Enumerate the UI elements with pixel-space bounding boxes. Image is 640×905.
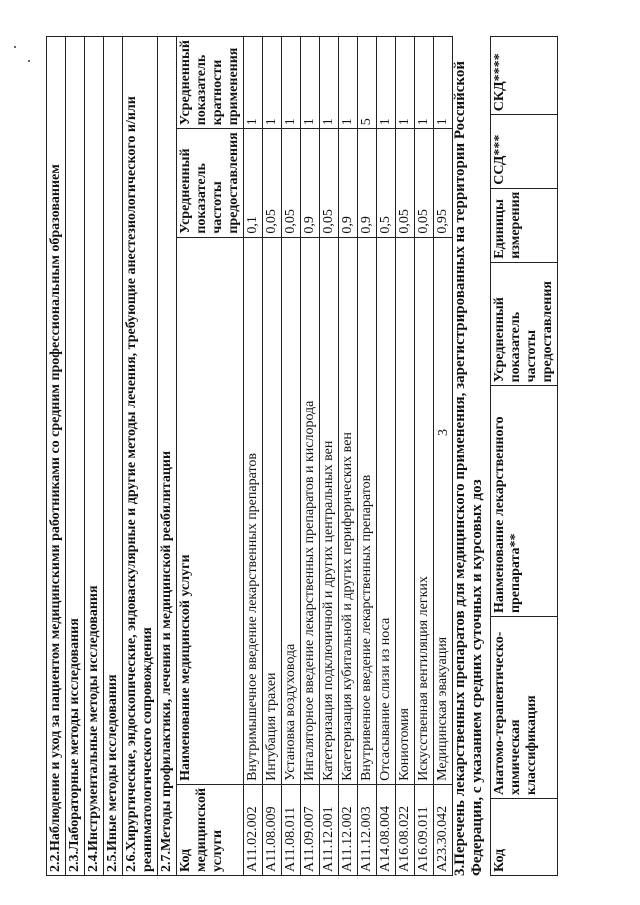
table-row	[339, 37, 358, 876]
section-2-5: 2.5.Иные методы исследования	[104, 37, 123, 876]
drugs-table	[490, 36, 558, 876]
table-row	[358, 37, 377, 876]
page-number: 3	[436, 429, 451, 436]
header-name: Наименование медицинской услуги	[177, 237, 244, 784]
services-table	[46, 36, 453, 876]
service-code: A11.02.002	[244, 784, 263, 875]
service-multiplicity: 1	[301, 37, 320, 129]
service-code: A11.12.002	[339, 784, 358, 875]
section-2-6: 2.6.Хирургические, эндоскопические, эндоваскулярные и другие методы лечения, требующие анестезиологического и/или реаниматологического сопровождения	[123, 37, 158, 876]
table-row	[415, 37, 434, 876]
service-multiplicity: 1	[282, 37, 301, 129]
service-multiplicity: 1	[415, 37, 434, 129]
service-code: A23.30.042	[434, 784, 453, 875]
header-frequency: Усредненный показатель частоты предоставления	[177, 129, 244, 237]
section-3-title: 3.Перечень лекарственных препаратов для медицинского применения, зарегистрированных на территории Российской Федерации, с указанием средних суточных и курсовых доз	[452, 60, 485, 876]
service-frequency: 0,9	[301, 129, 320, 237]
service-frequency: 0,5	[377, 129, 396, 237]
service-code: A14.08.004	[377, 784, 396, 875]
service-frequency: 0,9	[339, 129, 358, 237]
service-multiplicity: 1	[263, 37, 282, 129]
service-frequency: 0,05	[263, 129, 282, 237]
service-name: Медицинская эвакуация	[434, 237, 453, 784]
service-frequency: 0,1	[244, 129, 263, 237]
service-name: Кониотомия	[396, 237, 415, 784]
section-2-2: 2.2.Наблюдение и уход за пациентом медицинскими работниками со средним профессиональным образованием	[47, 37, 66, 876]
drugs-header-atc: Анатомо-терапевтическо-химическая классификация	[491, 617, 558, 799]
table-row	[282, 37, 301, 876]
service-name: Установка воздуховода	[282, 237, 301, 784]
service-code: A16.08.022	[396, 784, 415, 875]
service-name: Внутримышечное введение лекарственных препаратов	[244, 237, 263, 784]
table-header-row	[177, 37, 244, 876]
service-frequency: 0,05	[282, 129, 301, 237]
service-code: A11.12.003	[358, 784, 377, 875]
service-code: A16.09.011	[415, 784, 434, 875]
service-frequency: 0,95	[434, 129, 453, 237]
service-multiplicity: 1	[377, 37, 396, 129]
drugs-header-units: Единицы измерения	[491, 188, 558, 262]
drugs-header-drug-name: Наименование лекарственного препарата**	[491, 386, 558, 617]
header-code: Код медицинской услуги	[177, 784, 244, 875]
header-multiplicity: Усредненный показатель кратности применения	[177, 37, 244, 129]
table-row	[263, 37, 282, 876]
section-2-3: 2.3.Лабораторные методы исследования	[66, 37, 85, 876]
drugs-header-code: Код	[491, 798, 558, 875]
service-code: A11.12.001	[320, 784, 339, 875]
service-frequency: 0,05	[415, 129, 434, 237]
service-name: Отсасывание слизи из носа	[377, 237, 396, 784]
rotated-page	[20, 18, 620, 888]
service-multiplicity: 1	[396, 37, 415, 129]
service-multiplicity: 5	[358, 37, 377, 129]
service-name: Катетеризация кубитальной и других периферических вен	[339, 237, 358, 784]
service-frequency: 0,9	[358, 129, 377, 237]
table-row	[320, 37, 339, 876]
service-multiplicity: 1	[244, 37, 263, 129]
service-name: Внутривенное введение лекарственных препаратов	[358, 237, 377, 784]
service-multiplicity: 1	[434, 37, 453, 129]
service-name: Ингаляторное введение лекарственных препаратов и кислорода	[301, 237, 320, 784]
service-multiplicity: 1	[339, 37, 358, 129]
service-frequency: 0,05	[320, 129, 339, 237]
service-name: Искусственная вентиляция легких	[415, 237, 434, 784]
section-2-7: 2.7.Методы профилактики, лечения и медицинской реабилитации	[158, 37, 177, 876]
service-multiplicity: 1	[320, 37, 339, 129]
drugs-header-ssd: ССД***	[491, 115, 558, 189]
section-2-4: 2.4.Инструментальные методы исследования	[85, 37, 104, 876]
table-row	[244, 37, 263, 876]
service-code: A11.08.009	[263, 784, 282, 875]
service-name: Катетеризация подключичной и других центральных вен	[320, 237, 339, 784]
table-row	[396, 37, 415, 876]
table-row	[377, 37, 396, 876]
service-frequency: 0,05	[396, 129, 415, 237]
drugs-header-row	[491, 37, 558, 876]
drugs-header-frequency: Усредненный показатель частоты предоставления	[491, 262, 558, 386]
drugs-header-skd: СКД****	[491, 37, 558, 115]
table-row	[301, 37, 320, 876]
service-code: A11.09.007	[301, 784, 320, 875]
service-code: A11.08.011	[282, 784, 301, 875]
service-name: Интубация трахеи	[263, 237, 282, 784]
table-row	[434, 37, 453, 876]
